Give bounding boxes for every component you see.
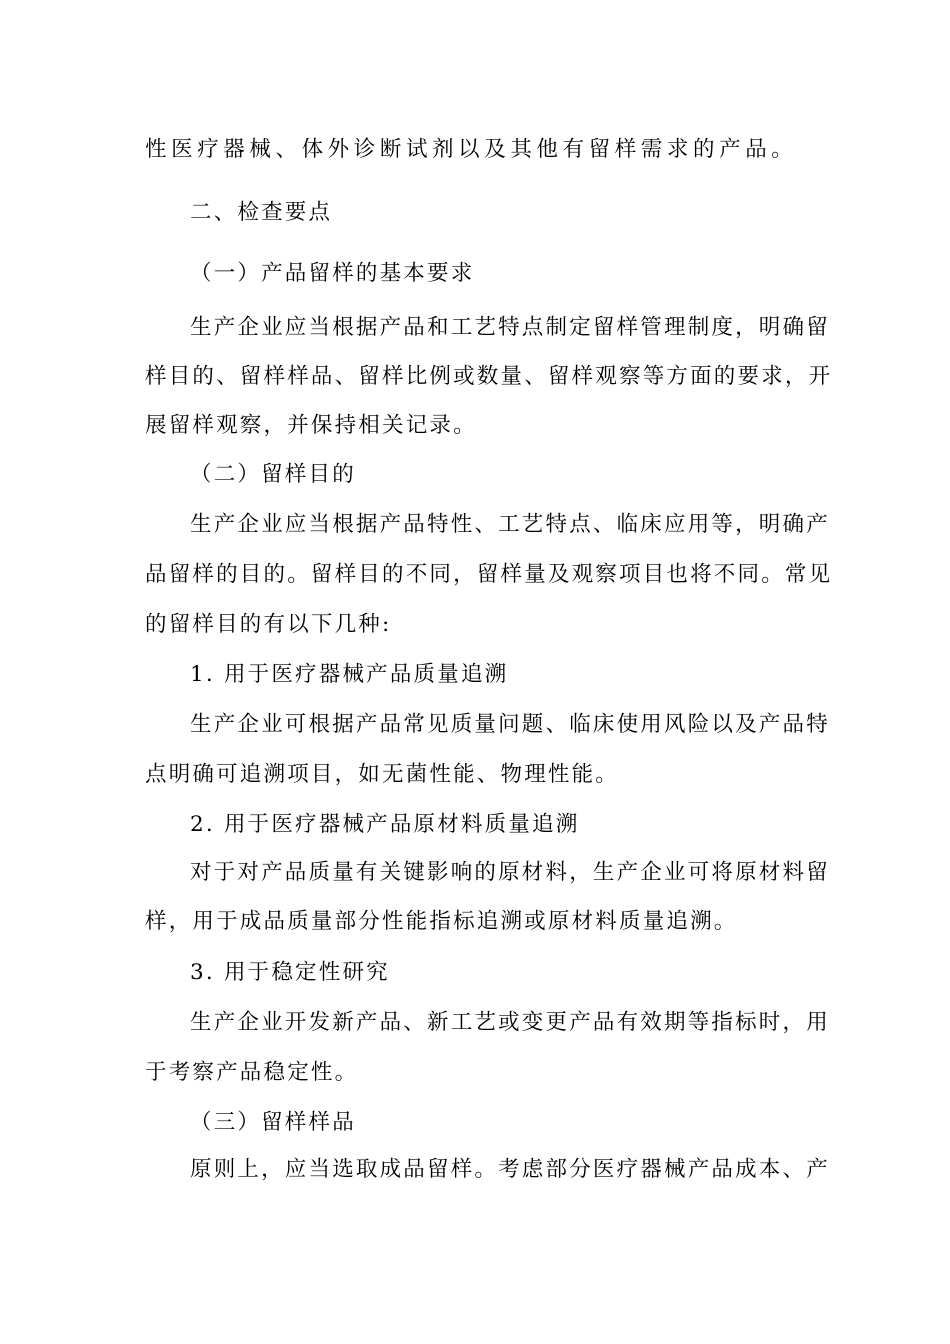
section-heading: 二、检查要点 bbox=[190, 200, 333, 225]
paragraph-line: 样，用于成品质量部分性能指标追溯或原材料质量追溯。 bbox=[145, 909, 738, 934]
paragraph-line: 样目的、留样样品、留样比例或数量、留样观察等方面的要求，开 bbox=[145, 364, 833, 389]
paragraph-line: 展留样观察，并保持相关记录。 bbox=[145, 413, 477, 438]
list-item-heading: 3. 用于稳定性研究 bbox=[190, 960, 390, 985]
paragraph-line: 于考察产品稳定性。 bbox=[145, 1060, 359, 1085]
paragraph-line: 品留样的目的。留样目的不同，留样量及观察项目也将不同。常见 bbox=[145, 562, 833, 587]
subsection-heading: （一）产品留样的基本要求 bbox=[190, 261, 475, 286]
paragraph-line: 生产企业开发新产品、新工艺或变更产品有效期等指标时，用 bbox=[190, 1010, 830, 1035]
paragraph-line: 的留样目的有以下几种: bbox=[145, 612, 392, 637]
paragraph-line: 生产企业应当根据产品特性、工艺特点、临床应用等，明确产 bbox=[190, 512, 830, 537]
paragraph-line: 对于对产品质量有关键影响的原材料，生产企业可将原材料留 bbox=[190, 860, 830, 885]
paragraph-line: 生产企业应当根据产品和工艺特点制定留样管理制度，明确留 bbox=[190, 315, 830, 340]
paragraph-line: 原则上，应当选取成品留样。考虑部分医疗器械产品成本、产 bbox=[190, 1157, 830, 1182]
paragraph-line: 生产企业可根据产品常见质量问题、临床使用风险以及产品特 bbox=[190, 712, 830, 737]
subsection-heading: （二）留样目的 bbox=[190, 462, 356, 487]
list-item-heading: 2. 用于医疗器械产品原材料质量追溯 bbox=[190, 812, 580, 837]
subsection-heading: （三）留样样品 bbox=[190, 1110, 356, 1135]
list-item-heading: 1. 用于医疗器械产品质量追溯 bbox=[190, 662, 509, 687]
paragraph-line: 点明确可追溯项目，如无菌性能、物理性能。 bbox=[145, 762, 620, 787]
paragraph-line: 性医疗器械、体外诊断试剂以及其他有留样需求的产品。 bbox=[145, 137, 795, 162]
